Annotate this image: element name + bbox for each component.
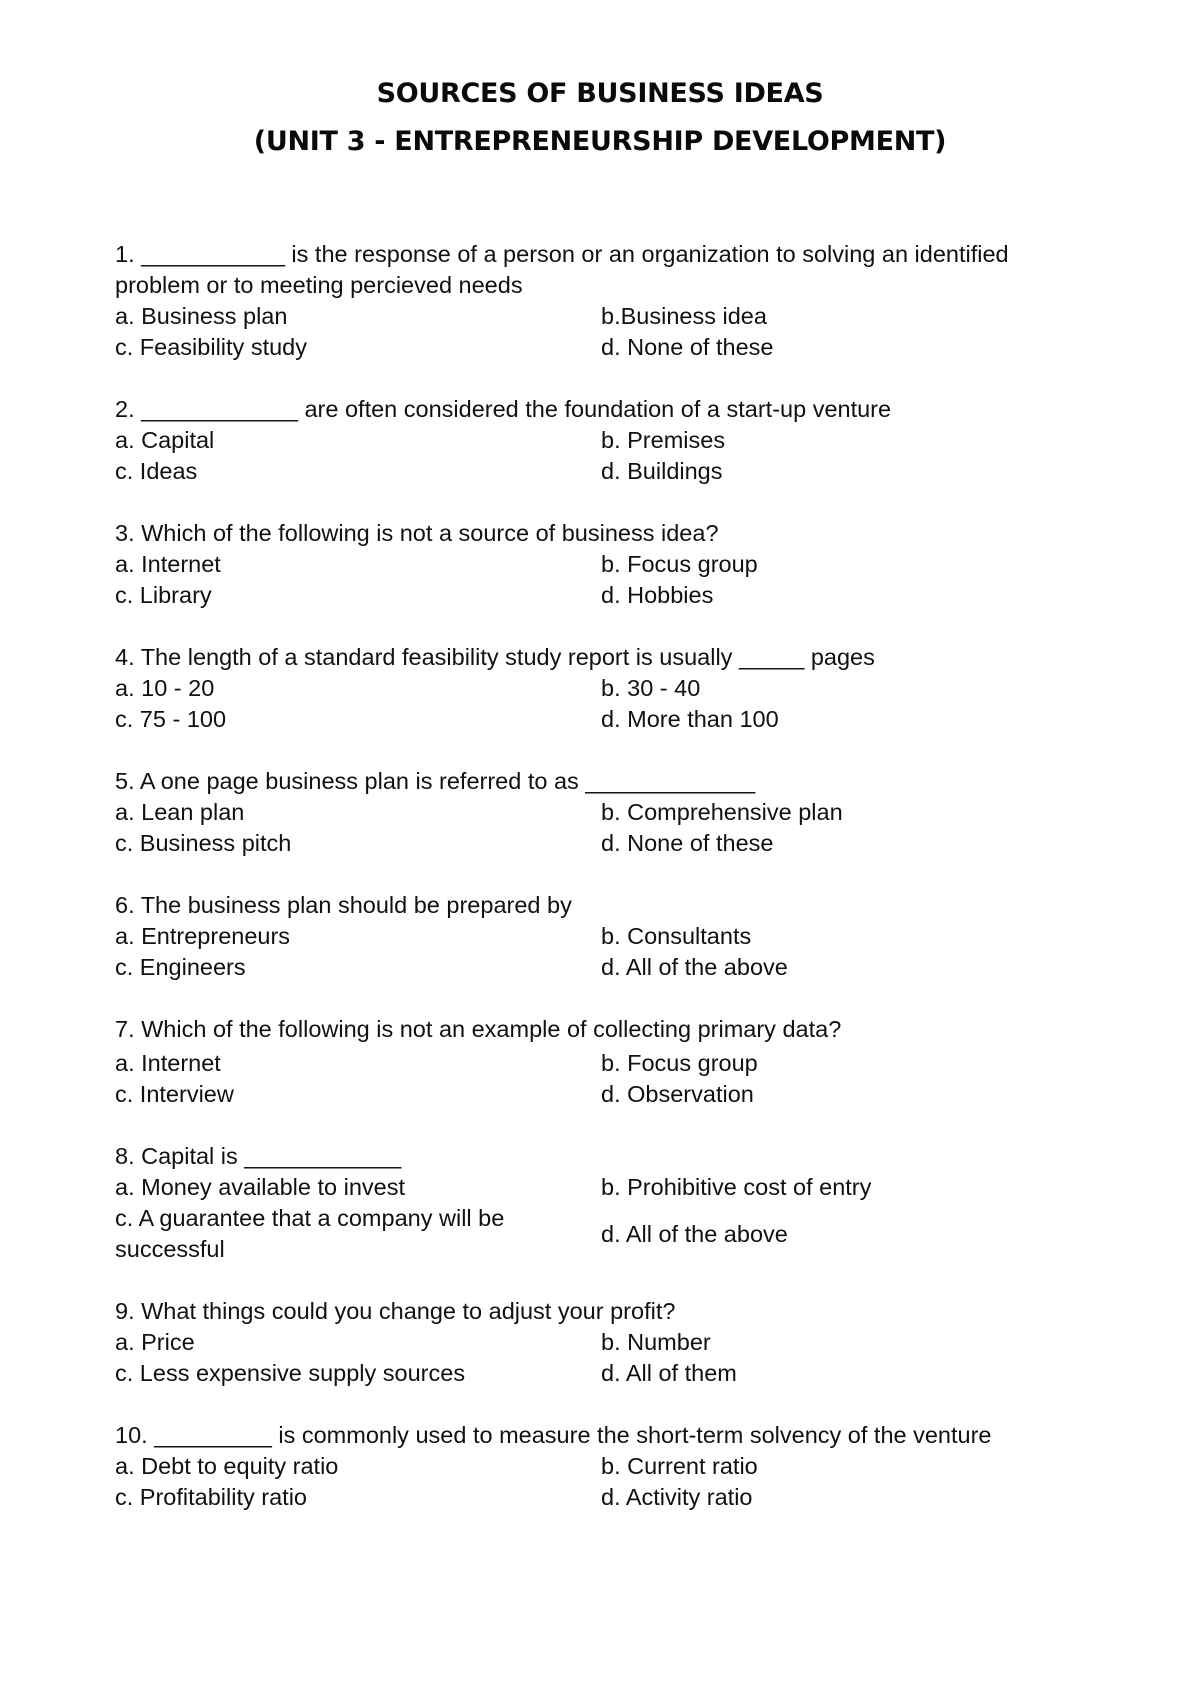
option-d: d. None of these	[601, 830, 774, 856]
option-c: c. 75 - 100	[115, 706, 227, 732]
option-d: d. More than 100	[601, 706, 779, 732]
option-grid	[115, 673, 1075, 735]
question-7	[115, 1014, 1075, 1110]
option-b: b. Prohibitive cost of entry	[601, 1174, 872, 1200]
option-a: a. Internet	[115, 1050, 221, 1076]
question-stem: 5. A one page business plan is referred to as _____________	[115, 768, 756, 794]
option-grid	[115, 1048, 1075, 1110]
question-9	[115, 1296, 1075, 1389]
page-title: SOURCES OF BUSINESS IDEAS	[376, 78, 824, 109]
question-8	[115, 1141, 1075, 1265]
question-6	[115, 890, 1075, 983]
question-4	[115, 642, 1075, 735]
question-stem: 8. Capital is ____________	[115, 1143, 402, 1169]
question-10	[115, 1420, 1075, 1513]
option-c: c. A guarantee that a company will be successful	[115, 1205, 511, 1262]
option-grid	[115, 797, 1075, 859]
question-5	[115, 766, 1075, 859]
option-a: a. Entrepreneurs	[115, 923, 291, 949]
option-d: d. All of the above	[601, 1220, 788, 1247]
option-c: c. Interview	[115, 1081, 234, 1107]
option-grid	[115, 301, 1075, 363]
option-b: b. Focus group	[601, 1050, 758, 1076]
option-c: c. Library	[115, 582, 212, 608]
option-a: a. Debt to equity ratio	[115, 1453, 339, 1479]
option-d: d. None of these	[601, 334, 774, 360]
option-d: d. All of them	[601, 1360, 737, 1386]
option-grid	[115, 1172, 1075, 1265]
option-b: b. 30 - 40	[601, 675, 701, 701]
option-a: a. Business plan	[115, 303, 288, 329]
option-c: c. Business pitch	[115, 830, 292, 856]
option-b: b. Premises	[601, 427, 726, 453]
option-d: d. Observation	[601, 1081, 754, 1107]
option-c: c. Profitability ratio	[115, 1484, 307, 1510]
option-c: c. Engineers	[115, 954, 246, 980]
option-b: b. Comprehensive plan	[601, 799, 843, 825]
question-stem: 2. ____________ are often considered the foundation of a start-up venture	[115, 396, 892, 422]
question-stem: 3. Which of the following is not a source of business idea?	[115, 520, 719, 546]
option-c: c. Less expensive supply sources	[115, 1360, 466, 1386]
question-stem: 4. The length of a standard feasibility study report is usually _____ pages	[115, 644, 875, 670]
option-b: b. Current ratio	[601, 1453, 758, 1479]
question-stem: 6. The business plan should be prepared by	[115, 892, 572, 918]
option-a: a. Capital	[115, 427, 215, 453]
option-c: c. Feasibility study	[115, 334, 307, 360]
option-a: a. Money available to invest	[115, 1174, 405, 1200]
option-grid	[115, 549, 1075, 611]
option-d: d. All of the above	[601, 954, 788, 980]
option-a: a. Internet	[115, 551, 221, 577]
question-3	[115, 518, 1075, 611]
option-a: a. 10 - 20	[115, 675, 215, 701]
option-b: b. Focus group	[601, 551, 758, 577]
question-2	[115, 394, 1075, 487]
question-stem: 1. ___________ is the response of a person or an organization to solving an identified problem or to meeting percieved needs	[115, 241, 1016, 298]
option-a: a. Lean plan	[115, 799, 245, 825]
option-b: b. Consultants	[601, 923, 752, 949]
option-d: d. Activity ratio	[601, 1484, 753, 1510]
option-grid	[115, 1451, 1075, 1513]
option-d: d. Buildings	[601, 458, 723, 484]
option-grid	[115, 425, 1075, 487]
question-1	[115, 239, 1075, 363]
option-b: b. Number	[601, 1329, 711, 1355]
option-grid	[115, 1327, 1075, 1389]
option-d: d. Hobbies	[601, 582, 714, 608]
page-subtitle: (UNIT 3 - ENTREPRENEURSHIP DEVELOPMENT)	[253, 126, 947, 157]
question-stem: 10. _________ is commonly used to measure the short-term solvency of the venture	[115, 1422, 992, 1448]
option-a: a. Price	[115, 1329, 195, 1355]
question-stem: 7. Which of the following is not an example of collecting primary data?	[115, 1016, 842, 1042]
option-b: b.Business idea	[601, 303, 767, 329]
option-grid	[115, 921, 1075, 983]
question-list	[115, 239, 1075, 1544]
option-c: c. Ideas	[115, 458, 198, 484]
question-stem: 9. What things could you change to adjust your profit?	[115, 1298, 676, 1324]
